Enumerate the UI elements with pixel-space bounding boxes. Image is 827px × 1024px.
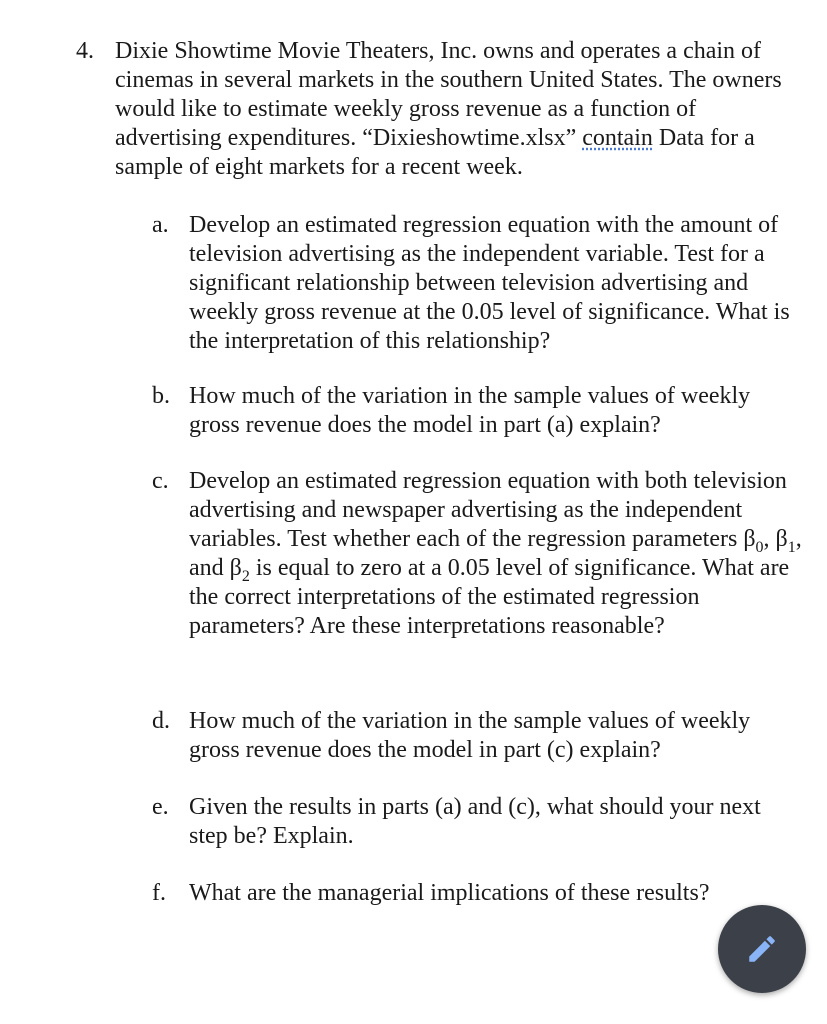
part-b <box>152 382 802 440</box>
question-number: 4. <box>76 38 94 64</box>
part-a-text: Develop an estimated regression equation with the amount of television advertising as the independent variable. Test for a significant relationship between television advertising and weekly gross revenue at the 0.05 level of significance. What is the interpretation of this relationship? <box>189 212 790 354</box>
beta-symbol: β <box>229 555 242 581</box>
part-f <box>152 879 802 908</box>
part-c-text-1: Develop an estimated regression equation with both television advertising and newspaper advertising as the independent variables. Test whether each of the regression parameters <box>189 468 787 552</box>
part-f-letter: f. <box>152 880 166 906</box>
part-c-text-2: is equal to zero at a 0.05 level of significance. What are the correct interpretations of the estimated regression parameters? Are these interpretations reasonable? <box>189 555 790 639</box>
part-e <box>152 793 802 851</box>
beta-subscript-0: 0 <box>755 539 764 556</box>
part-d-text: How much of the variation in the sample values of weekly gross revenue does the model in part (c) explain? <box>189 708 751 763</box>
edit-fab-button[interactable] <box>718 905 806 993</box>
part-a <box>152 211 802 356</box>
beta-subscript-2: 2 <box>241 568 250 585</box>
part-a-letter: a. <box>152 212 169 238</box>
question-text-part-2: Data for a sample of eight markets for a recent week. <box>115 125 755 180</box>
part-c <box>152 467 802 641</box>
beta-subscript-1: 1 <box>787 539 796 556</box>
beta-symbol: β <box>743 526 756 552</box>
spellcheck-word[interactable]: contain <box>582 125 653 151</box>
part-b-text: How much of the variation in the sample values of weekly gross revenue does the model in part (a) explain? <box>189 383 751 438</box>
part-d <box>152 707 802 765</box>
part-d-letter: d. <box>152 708 170 734</box>
question-4 <box>76 37 806 182</box>
part-b-letter: b. <box>152 383 170 409</box>
beta-symbol: β <box>775 526 788 552</box>
part-e-text: Given the results in parts (a) and (c), what should your next step be? Explain. <box>189 794 761 849</box>
part-c-text <box>189 467 802 641</box>
question-text <box>115 37 806 182</box>
separator-2: , and <box>189 526 802 581</box>
pencil-icon <box>745 932 779 966</box>
part-c-letter: c. <box>152 468 169 494</box>
separator-1: , <box>763 526 776 552</box>
part-f-text: What are the managerial implications of these results? <box>189 880 710 906</box>
question-text-part-1: Dixie Showtime Movie Theaters, Inc. owns and operates a chain of cinemas in several markets in the southern United States. The owners would like to estimate weekly gross revenue as a function of advertising expenditures. “Dixieshowtime.xlsx” <box>115 38 782 151</box>
part-e-letter: e. <box>152 794 169 820</box>
